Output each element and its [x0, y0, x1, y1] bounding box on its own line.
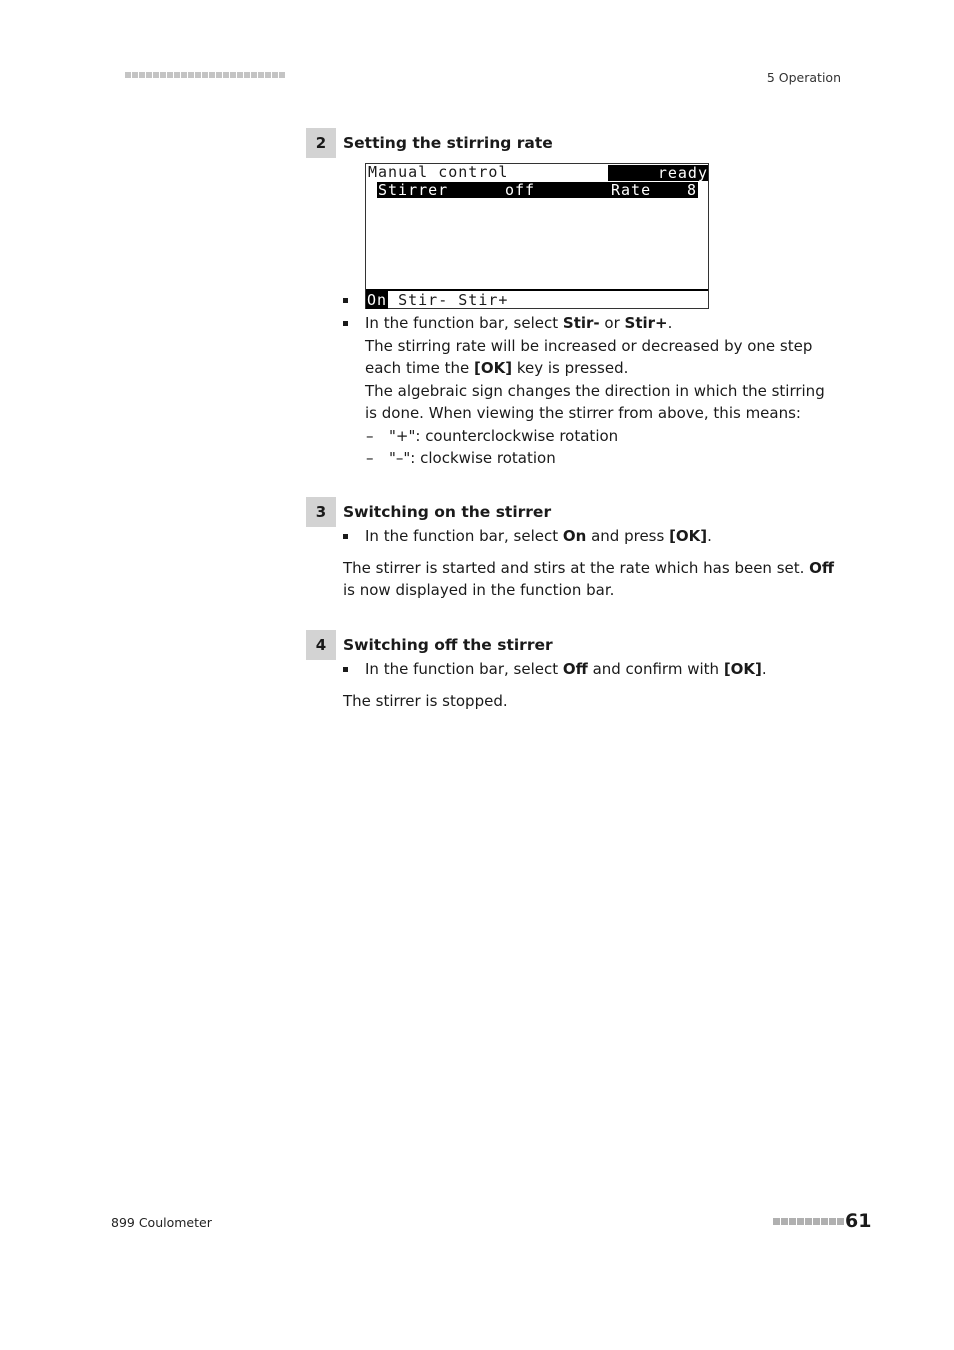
step-title: Switching on the stirrer — [343, 503, 552, 521]
page-number: 61 — [845, 1210, 872, 1232]
step-2 — [306, 128, 840, 470]
lcd-func-on: On — [367, 291, 388, 309]
lcd-rate-label: Rate — [611, 181, 652, 199]
paragraph: The stirrer is started and stirs at the rate which has been set. Off is now displayed in the function bar. — [343, 558, 835, 599]
lcd-func-stir: Stir- Stir+ — [388, 291, 509, 309]
step-4 — [306, 630, 840, 712]
step-number: 4 — [306, 630, 336, 660]
list-item: In the function bar, select On and press [OK]. — [343, 525, 840, 548]
display-bullet — [343, 163, 840, 309]
list-item: In the function bar, select Off and confirm with [OK]. — [343, 658, 840, 681]
lcd-display — [365, 163, 709, 309]
product-name: 899 Coulometer — [111, 1215, 212, 1230]
lcd-stirrer-state: off — [505, 181, 536, 199]
chapter-title: 5 Operation — [766, 70, 841, 85]
step-3 — [306, 497, 840, 602]
lcd-rate-value: 8 — [686, 181, 697, 199]
list-item-dash: – "+": counterclockwise rotation — [343, 425, 840, 448]
lcd-title: Manual control — [368, 163, 509, 181]
step-number: 3 — [306, 497, 336, 527]
lcd-stirrer-label: Stirrer — [378, 181, 449, 199]
lcd-function-bar — [366, 292, 508, 309]
step-title: Switching off the stirrer — [343, 636, 553, 654]
footer-decoration — [773, 1218, 844, 1225]
list-item-dash: – "–": clockwise rotation — [343, 447, 840, 470]
list-item: In the function bar, select Stir- or Stir+. The stirring rate will be increased or decreased by one step each time the [OK] key is pressed. The algebraic sign changes the direction in which the stirring is done. When viewing the stirrer from above, this means: — [343, 312, 840, 425]
header-decoration — [125, 72, 285, 78]
paragraph: The stirrer is stopped. — [343, 691, 508, 710]
lcd-selected-row — [377, 182, 698, 198]
lcd-status: ready — [608, 165, 708, 181]
step-number: 2 — [306, 128, 336, 158]
step-title: Setting the stirring rate — [343, 134, 553, 152]
